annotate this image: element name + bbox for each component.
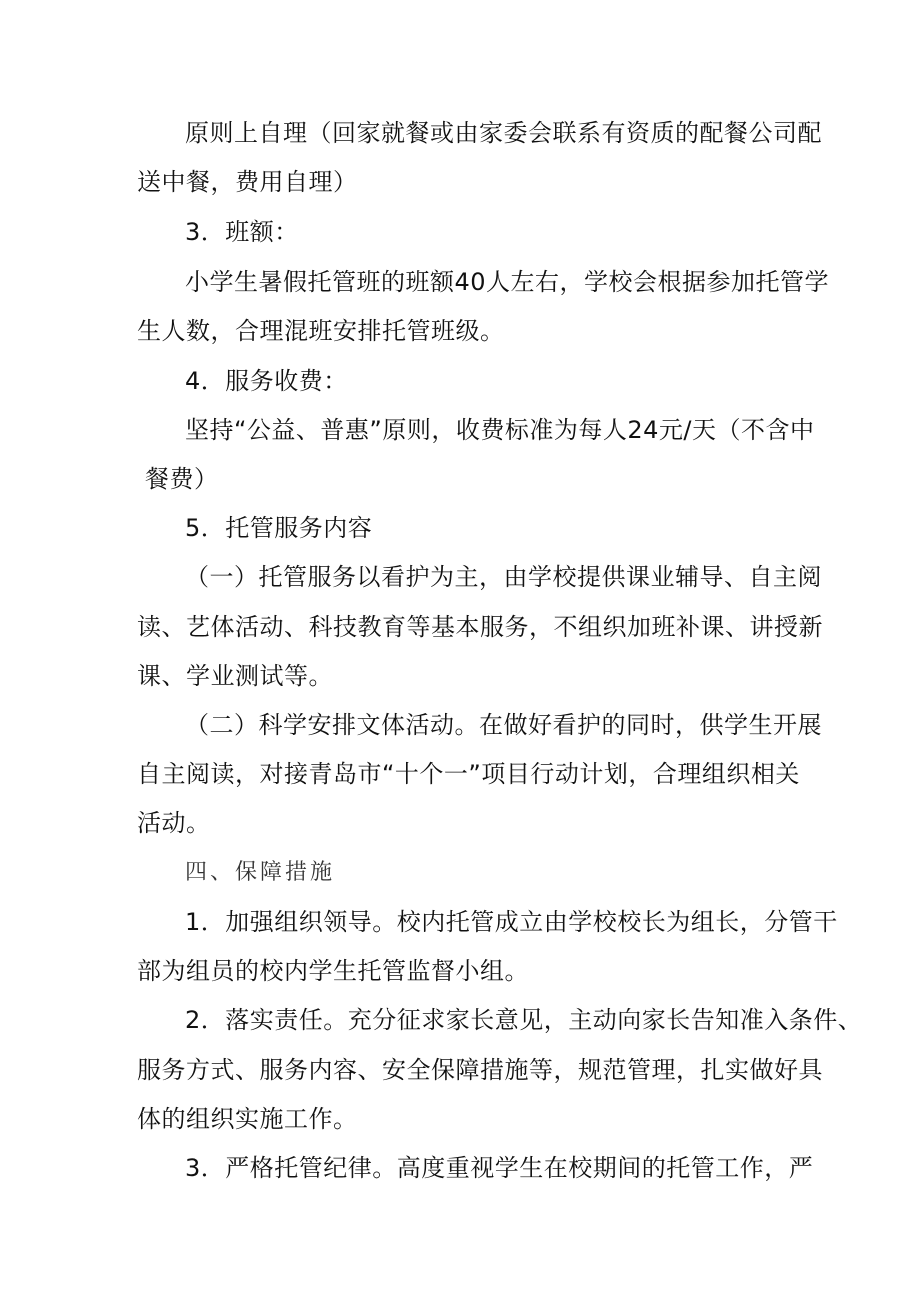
paragraph-line: 活动。 [137,809,211,837]
section-heading: 四、保障措施 [185,860,336,885]
section-item-heading: 5．托管服务内容 [185,514,373,542]
paragraph-line: 餐费） [145,465,219,493]
paragraph-line: 送中餐，费用自理） [137,168,358,196]
section-item-heading: 3．班额： [185,218,299,246]
section-item-heading: 4．服务收费： [185,367,348,395]
paragraph-line: 课、学业测试等。 [137,662,333,690]
paragraph-line: 小学生暑假托管班的班额40人左右，学校会根据参加托管学 [185,268,830,296]
paragraph-line: 读、艺体活动、科技教育等基本服务，不组织加班补课、讲授新 [137,613,823,641]
paragraph-line: （一）托管服务以看护为主，由学校提供课业辅导、自主阅 [185,563,822,591]
paragraph-line: 生人数，合理混班安排托管班级。 [137,317,505,345]
paragraph-line: 2．落实责任。充分征求家长意见，主动向家长告知准入条件、 [185,1006,863,1034]
paragraph-line: 1．加强组织领导。校内托管成立由学校校长为组长，分管干 [185,908,838,936]
paragraph-line: （二）科学安排文体活动。在做好看护的同时，供学生开展 [185,711,822,739]
paragraph-line: 体的组织实施工作。 [137,1105,358,1133]
paragraph-line: 3．严格托管纪律。高度重视学生在校期间的托管工作，严 [185,1154,814,1182]
paragraph-line: 自主阅读，对接青岛市“十个一”项目行动计划，合理组织相关 [137,760,800,788]
paragraph-line: 服务方式、服务内容、安全保障措施等，规范管理，扎实做好具 [137,1056,823,1084]
paragraph-line: 部为组员的校内学生托管监督小组。 [137,957,529,985]
paragraph-line: 坚持“公益、普惠”原则，收费标准为每人24元/天（不含中 [185,416,815,444]
paragraph-line: 原则上自理（回家就餐或由家委会联系有资质的配餐公司配 [185,119,822,147]
